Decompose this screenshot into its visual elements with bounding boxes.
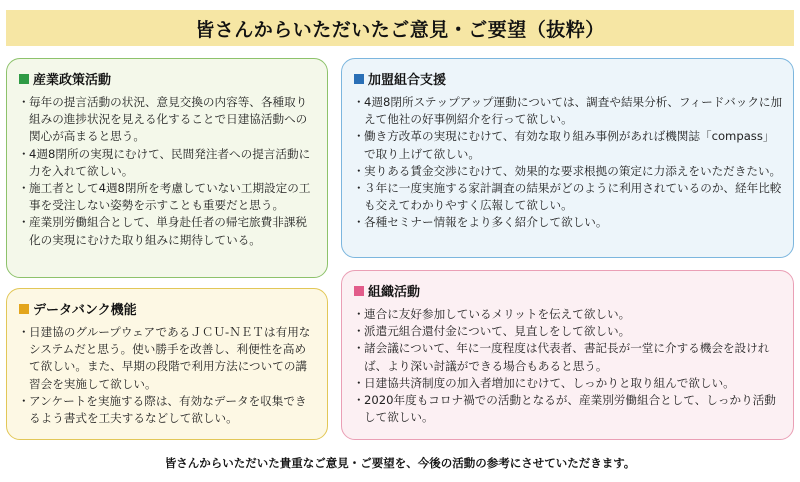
footer-note: 皆さんからいただいた貴重なご意見・ご要望を、今後の活動の参考にさせていただきます。 bbox=[164, 456, 636, 470]
list-item: ・ 4週8閉所の実現にむけて、民間発注者への提言活動に力を入れて欲しい。 bbox=[18, 146, 311, 178]
square-bullet-icon bbox=[354, 286, 364, 296]
panel-industry-policy bbox=[6, 58, 328, 278]
square-bullet-icon bbox=[354, 74, 364, 84]
square-bullet-icon bbox=[19, 74, 29, 84]
panel-heading bbox=[354, 281, 783, 300]
item-list bbox=[352, 94, 783, 232]
panel-heading bbox=[19, 299, 317, 318]
panel-heading bbox=[354, 69, 783, 88]
list-item: ・ 日建協共済制度の加入者増加にむけて、しっかりと取り組んで欲しい。 bbox=[353, 375, 735, 390]
list-item: ・ 産業別労働組合として、単身赴任者の帰宅旅費非課税化の実現にむけた取り組みに期待している。 bbox=[18, 215, 308, 247]
item-list bbox=[17, 324, 317, 427]
item-list bbox=[352, 306, 783, 426]
square-bullet-icon bbox=[19, 304, 29, 314]
list-item: ・ 実りある賃金交渉にむけて、効果的な要求根拠の策定に力添えをいただきたい。 bbox=[353, 163, 782, 178]
panel-heading bbox=[19, 69, 317, 88]
heading-text: 加盟組合支援 bbox=[368, 73, 447, 88]
list-item: ・ 2020年度もコロナ禍での活動となるが、産業別労働組合として、しっかり活動して欲しい。 bbox=[353, 393, 776, 425]
panel-databank bbox=[6, 288, 328, 440]
list-item: ・ 派遣元組合還付金について、見直しをして欲しい。 bbox=[353, 324, 631, 339]
heading-text: データバンク機能 bbox=[33, 303, 137, 318]
list-item: ・ 毎年の提言活動の状況、意見交換の内容等、各種取り組みの進捗状況を見える化することで日建協活動への関心が高まると思う。 bbox=[18, 95, 308, 144]
list-item: ・ 連合に友好参加しているメリットを伝えて欲しい。 bbox=[353, 307, 631, 321]
heading-text: 産業政策活動 bbox=[33, 73, 112, 88]
panel-organization bbox=[341, 270, 794, 440]
list-item: ・ ３年に一度実施する家計調査の結果がどのように利用されているのか、経年比較も交えてわかりやすく広報して欲しい。 bbox=[353, 181, 782, 213]
item-list bbox=[17, 94, 317, 249]
list-item: ・ 諸会議について、年に一度程度は代表者、書記長が一堂に介する機会を設ければ、より深い討議ができる場合もあると思う。 bbox=[353, 341, 770, 373]
list-item: ・ 働き方改革の実現にむけて、有効な取り組み事例があれば機関誌「compass」で取り上げて欲しい。 bbox=[353, 129, 775, 161]
list-item: ・ 日建協のグループウェアであるＪＣＵ-ＮＥＴは有用なシステムだと思う。使い勝手を改善し、利便性を高めて欲しい。また、早期の段階で利用方法についての講習会を実施して欲しい。 bbox=[18, 325, 311, 391]
panel-member-support bbox=[341, 58, 794, 258]
heading-text: 組織活動 bbox=[368, 285, 421, 300]
list-item: ・ 4週8閉所ステップアップ運動については、調査や結果分析、フィードバックに加えて他社の好事例紹介を行って欲しい。 bbox=[353, 95, 783, 127]
list-item: ・ 施工者として4週8閉所を考慮していない工期設定の工事を受注しない姿勢を示すことも重要だと思う。 bbox=[18, 181, 311, 213]
page-title: 皆さんからいただいたご意見・ご要望（抜粋） bbox=[6, 10, 794, 46]
list-item: ・ 各種セミナー情報をより多く紹介して欲しい。 bbox=[353, 215, 608, 230]
list-item: ・ アンケートを実施する際は、有効なデータを収集できるよう書式を工夫するなどして欲しい。 bbox=[18, 393, 307, 426]
